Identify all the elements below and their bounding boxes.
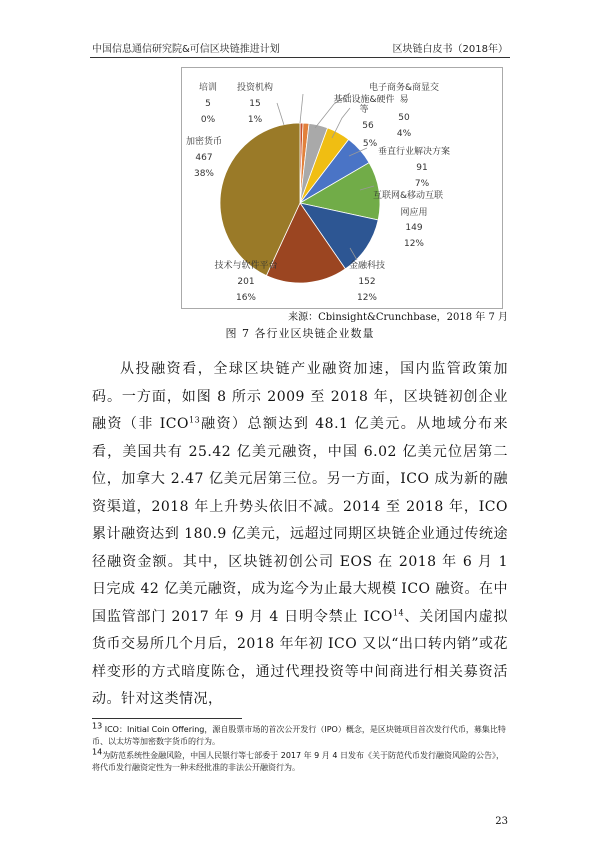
label-fintech-value: 152: [358, 277, 376, 287]
page-number: 23: [495, 816, 508, 827]
label-ecommerce-name-2: 易: [399, 95, 409, 105]
paragraph-text-1: 从投融资看，全球区块链产业融资加速，国内监管政策加码。一方面，如图 8 所示 2009 至 2018 年，区块链初创企业融资（非 ICO: [92, 361, 508, 432]
running-header-left: 中国信息通信研究院&可信区块链推进计划: [92, 44, 280, 55]
label-investment-value: 15: [249, 99, 261, 109]
label-infra-pct: 5%: [362, 139, 378, 149]
label-internet-pct: 12%: [403, 239, 425, 249]
header-rule: [90, 57, 510, 58]
footnote-rule: [92, 718, 242, 719]
footnote-13: [92, 721, 508, 748]
label-vertical-value: 91: [416, 163, 428, 173]
pie-chart-figure: [181, 67, 503, 309]
footnote-13-text: ICO：Initial Coin Offering，源自股票市场的首次公开发行（IPO）概念，是区块链项目首次发行代币，募集比特币、以太坊等加密数字货币的行为。: [92, 725, 506, 746]
label-investment-name: 投资机构: [236, 83, 274, 93]
label-training-name: 培训: [198, 83, 218, 93]
label-crypto-pct: 38%: [193, 169, 215, 179]
label-vertical-pct: 7%: [414, 179, 430, 189]
label-training-pct: 0%: [200, 115, 216, 125]
paragraph-text-3: 、关闭国内虚拟货币交易所几个月后，2018 年年初 ICO 又以“出口转内销”或花样变形的方式暗度陈仓，通过代理投资等中间商进行相关募资活动。针对这类情况，: [92, 608, 509, 707]
footnote-ref-13[interactable]: 13: [188, 415, 201, 425]
figure-caption: 图 7 各行业区块链企业数量: [225, 327, 375, 340]
label-software-name: 技术与软件平台: [214, 261, 278, 271]
label-ecommerce-name: 电子商务&商显交: [368, 83, 440, 93]
label-internet-name: 互联网&移动互联: [372, 191, 444, 201]
pie-chart: [182, 68, 502, 308]
label-ecommerce-value: 50: [398, 113, 410, 123]
label-infra-value: 56: [362, 121, 374, 131]
figure-source: 来源：Cbinsight&Crunchbase，2018 年 7 月: [288, 312, 508, 323]
label-crypto-value: 467: [195, 153, 213, 163]
running-header-right: 区块链白皮书（2018年）: [392, 44, 508, 55]
label-internet-name-2: 网应用: [400, 208, 428, 218]
label-infra-name-2: 等: [359, 105, 369, 115]
footnote-ref-14[interactable]: 14: [392, 607, 405, 617]
footnotes: [92, 721, 508, 776]
label-training-value: 5: [205, 99, 211, 109]
label-software-value: 201: [237, 277, 255, 287]
paragraph: [92, 356, 508, 714]
footnote-14-text: 为防范系统性金融风险，中国人民银行等七部委于 2017 年 9 月 4 日发布《关于防范代币发行融资风险的公告》，将代币发行融资定性为一种未经批准的非法公开融资行为。: [92, 751, 504, 772]
footnote-13-number: 13: [92, 721, 103, 731]
label-crypto-name: 加密货币: [185, 137, 223, 147]
label-vertical-name: 垂直行业解决方案: [377, 147, 451, 157]
label-fintech-pct: 12%: [356, 293, 378, 303]
footnote-14: [92, 747, 508, 774]
paragraph-text-2: 融资）总额达到 48.1 亿美元。从地域分布来看，美国共有 25.42 亿美元融资，中国 6.02 亿美元位居第二位，加拿大 2.47 亿美元居第三位。另一方面，ICO 成为新的融资渠道，2018 年上升势头依旧不减。2014 至 2018 年，ICO 累计融资达到 180.9 亿美元，远超过同期区块链企业通过传统途径融资金额。其中，区块链初创公司 EOS 在 2018 年 6 月 1 日完成 42 亿美元融资，成为迄今为止最大规模 ICO 融资。在中国监管部门 2017 年 9 月 4 日明令禁止 ICO: [92, 416, 509, 625]
label-internet-value: 149: [405, 223, 423, 233]
footnote-14-number: 14: [92, 747, 103, 757]
label-fintech-name: 金融科技: [348, 261, 386, 271]
body-text: [92, 356, 508, 714]
label-infra-name: 基础设施&硬件: [333, 95, 395, 105]
label-software-pct: 16%: [235, 293, 257, 303]
label-ecommerce-pct: 4%: [396, 129, 412, 139]
label-investment-pct: 1%: [247, 115, 263, 125]
